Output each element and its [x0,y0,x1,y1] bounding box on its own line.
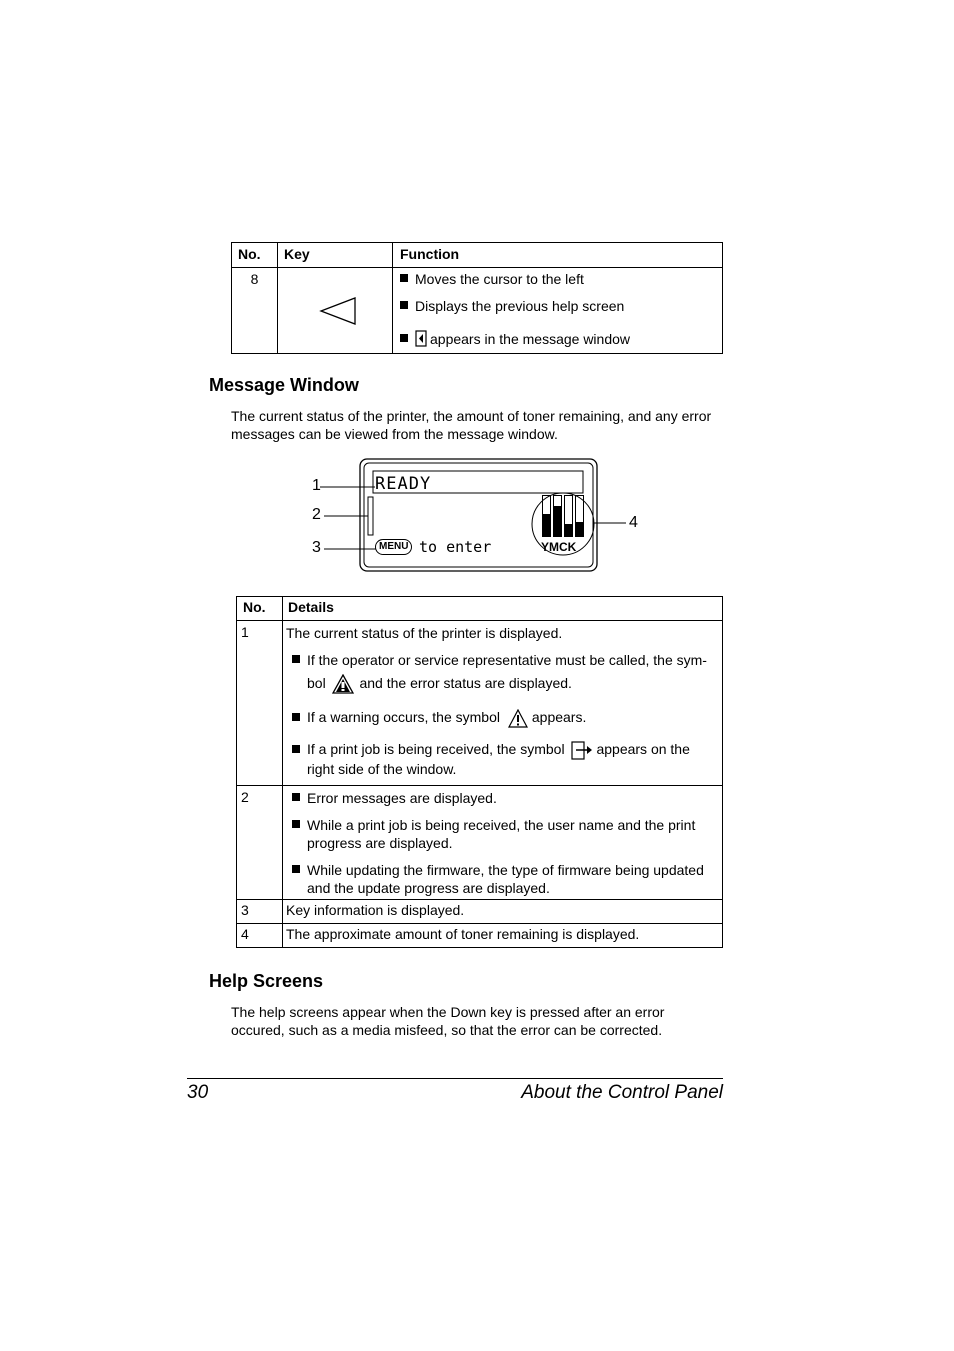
toner-bar-c [564,495,573,537]
callout-1: 1 [312,477,321,494]
detail-item: If a warning occurs, the symbol appears. [286,706,722,728]
left-arrow-key-icon [318,296,358,326]
function-item: Displays the previous help screen [394,297,722,315]
table-row [237,621,723,786]
row-details [283,786,723,900]
row-details [283,621,723,786]
print-job-receiving-icon [571,741,593,761]
detail-item: Error messages are displayed. [286,789,722,807]
key-table [231,242,723,354]
help-screens-line-2: occured, such as a media misfeed, so that the error can be corrected. [231,1022,663,1038]
row-lead-text: The current status of the printer is displayed. [286,625,563,641]
function-item: Moves the cursor to the left [394,270,722,288]
toner-bar-y [542,495,551,537]
table-row [237,924,723,948]
callout-4: 4 [629,514,638,531]
function-item: appears in the message window [394,330,722,348]
message-window-heading: Message Window [209,375,359,395]
function-cell [393,268,723,354]
row-number: 4 [237,924,283,948]
message-window-intro: The current status of the printer, the amount of toner remaining, and any error messages can be viewed from the message window. [231,408,712,442]
toner-label: YMCK [541,540,577,554]
row-number: 1 [237,621,283,786]
header-key: Key [278,243,393,268]
lcd-frame [300,455,645,575]
details-table [236,596,723,948]
detail-item-cont: progress are displayed. [307,835,453,851]
row-details: Key information is displayed. [283,900,723,924]
row-no: 8 [232,268,278,354]
header-function: Function [393,243,723,268]
details-header-details: Details [283,597,723,621]
details-header-no: No. [237,597,283,621]
message-window-figure [300,455,645,575]
callout-3: 3 [312,539,321,556]
row-number: 2 [237,786,283,900]
lcd-status-text: READY [375,474,432,494]
row-number: 3 [237,900,283,924]
detail-item: While a print job is being received, the user name and the print [286,816,722,834]
key-cell [278,268,393,354]
detail-item: If the operator or service representative must be called, the sym- [286,651,722,669]
detail-item-cont: right side of the window. [307,760,457,777]
help-screens-heading: Help Screens [209,971,324,991]
detail-item: While updating the firmware, the type of firmware being updated [286,861,722,879]
detail-item: If a print job is being received, the symbol appears on the [286,738,722,760]
help-screens-line-1: The help screens appear when the Down key is pressed after an error [231,1004,665,1020]
warning-icon [508,709,528,728]
toner-bar-k [575,495,584,537]
lcd-key-info: to enter [419,538,492,556]
table-row [237,900,723,924]
header-no: No. [232,243,278,268]
toner-bar-m [553,495,562,537]
table-row [237,786,723,900]
detail-item-cont: and the update progress are displayed. [307,880,550,896]
callout-2: 2 [312,506,321,523]
help-page-marker-icon [415,330,427,347]
menu-key-badge: MENU [375,539,412,555]
toner-gauge [542,495,586,537]
footer-rule [187,1078,723,1079]
page-number: 30 [187,1082,209,1103]
chapter-title: About the Control Panel [521,1082,723,1103]
detail-item-cont: bol and the error status are displayed. [286,672,722,694]
call-service-icon [332,674,354,694]
row-details: The approximate amount of toner remaining is displayed. [283,924,723,948]
